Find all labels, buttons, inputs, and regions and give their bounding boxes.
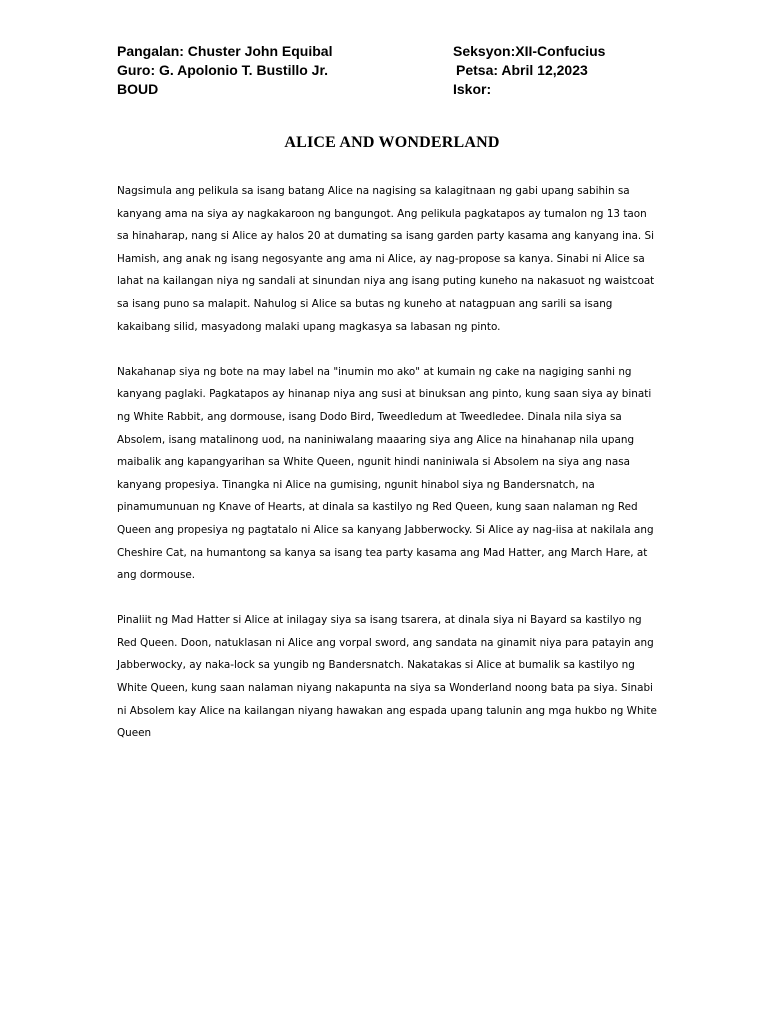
subject-label: BOUD — [117, 81, 159, 97]
document-header — [117, 42, 677, 99]
paragraph-line: Cheshire Cat, na humantong sa kanya sa isang tea party kasama ang Mad Hatter, ang March Hare, at — [117, 546, 648, 559]
paragraph-line: maibalik ang kapangyarihan sa White Queen, ngunit hindi naniniwala si Absolem na siya ang nasa — [117, 456, 631, 469]
paragraph-line: sa isang puno sa malapit. Nahulog si Alice sa butas ng kuneho at natagpuan ang sarili sa isang — [117, 297, 613, 310]
document-title: ALICE AND WONDERLAND — [284, 134, 500, 151]
teacher-name: Guro: G. Apolonio T. Bustillo Jr. — [117, 62, 329, 78]
paragraph-3 — [117, 609, 657, 745]
paragraph-line: ng White Rabbit, ang dormouse, isang Dodo Bird, Tweedledum at Tweedledee. Dinala nila siya sa — [117, 410, 622, 423]
paragraph-line: White Queen, kung saan nalaman niyang nakapunta na siya sa Wonderland noong bata pa siya. Sinabi — [117, 682, 653, 695]
paragraph-line: kakaibang silid, masyadong malaki upang magkasya sa labasan ng pinto. — [117, 320, 501, 333]
paragraph-line: lahat na kailangan niya ng sandali at sinundan niya ang isang puting kuneho na nakasuot ng waistcoat — [117, 275, 655, 288]
paragraph-line: sa hinaharap, nang si Alice ay halos 20 at dumating sa isang garden party kasama ang kanyang ina. Si — [117, 230, 655, 243]
document-body — [117, 180, 657, 767]
paragraph-line: pinamumunuan ng Knave of Hearts, at dinala sa kastilyo ng Red Queen, kung saan nalaman ng Red — [117, 501, 638, 514]
paragraph-line: Absolem, isang matalinong uod, na naniniwalang maaaring siya ang Alice na hinahanap nila upang — [117, 433, 635, 446]
paragraph-line: kanyang paglaki. Pagkatapos ay hinanap niya ang susi at binuksan ang pinto, kung saan siya ay binati — [117, 388, 652, 401]
score-label: Iskor: — [453, 81, 492, 97]
paragraph-2 — [117, 361, 657, 587]
header-row-3 — [117, 80, 677, 99]
paragraph-line: Jabberwocky, ay naka-lock sa yungib ng Bandersnatch. Nakatakas si Alice at bumalik sa kastilyo ng — [117, 659, 635, 672]
paragraph-line: Nakahanap siya ng bote na may label na "inumin mo ako" at kumain ng cake na nagiging sanhi ng — [117, 365, 632, 378]
paragraph-line: Hamish, ang anak ng isang negosyante ang ama ni Alice, ay nag-propose sa kanya. Sinabi ni Alice sa — [117, 252, 645, 265]
paragraph-line: ang dormouse. — [117, 569, 196, 582]
paragraph-line: Pinaliit ng Mad Hatter si Alice at inilagay siya sa isang tsarera, at dinala siya ni Bayard sa kastilyo ng — [117, 614, 642, 627]
paragraph-1 — [117, 180, 657, 338]
paragraph-line: ni Absolem kay Alice na kailangan niyang hawakan ang espada upang talunin ang mga hukbo ng White — [117, 704, 657, 717]
paragraph-line: Queen ang propesiya ng pagtatalo ni Alice sa kanyang Jabberwocky. Si Alice ay nag-iisa at nakilala ang — [117, 523, 654, 536]
header-row-1 — [117, 42, 677, 61]
section-label: Seksyon:XII-Confucius — [453, 43, 606, 59]
paragraph-line: kanyang ama na siya ay nagkakaroon ng bangungot. Ang pelikula pagkatapos ay tumalon ng 13 taon — [117, 207, 647, 220]
date-label: Petsa: Abril 12,2023 — [456, 62, 588, 78]
header-row-2 — [117, 61, 677, 80]
paragraph-line: Red Queen. Doon, natuklasan ni Alice ang vorpal sword, ang sandata na ginamit niya para patayin ang — [117, 636, 654, 649]
student-name: Pangalan: Chuster John Equibal — [117, 43, 333, 59]
paragraph-line: Queen — [117, 727, 152, 740]
paragraph-line: Nagsimula ang pelikula sa isang batang Alice na nagising sa kalagitnaan ng gabi upang sabihin sa — [117, 185, 630, 197]
paragraph-line: kanyang propesiya. Tinangka ni Alice na gumising, ngunit hinabol siya ng Bandersnatch, na — [117, 478, 595, 491]
